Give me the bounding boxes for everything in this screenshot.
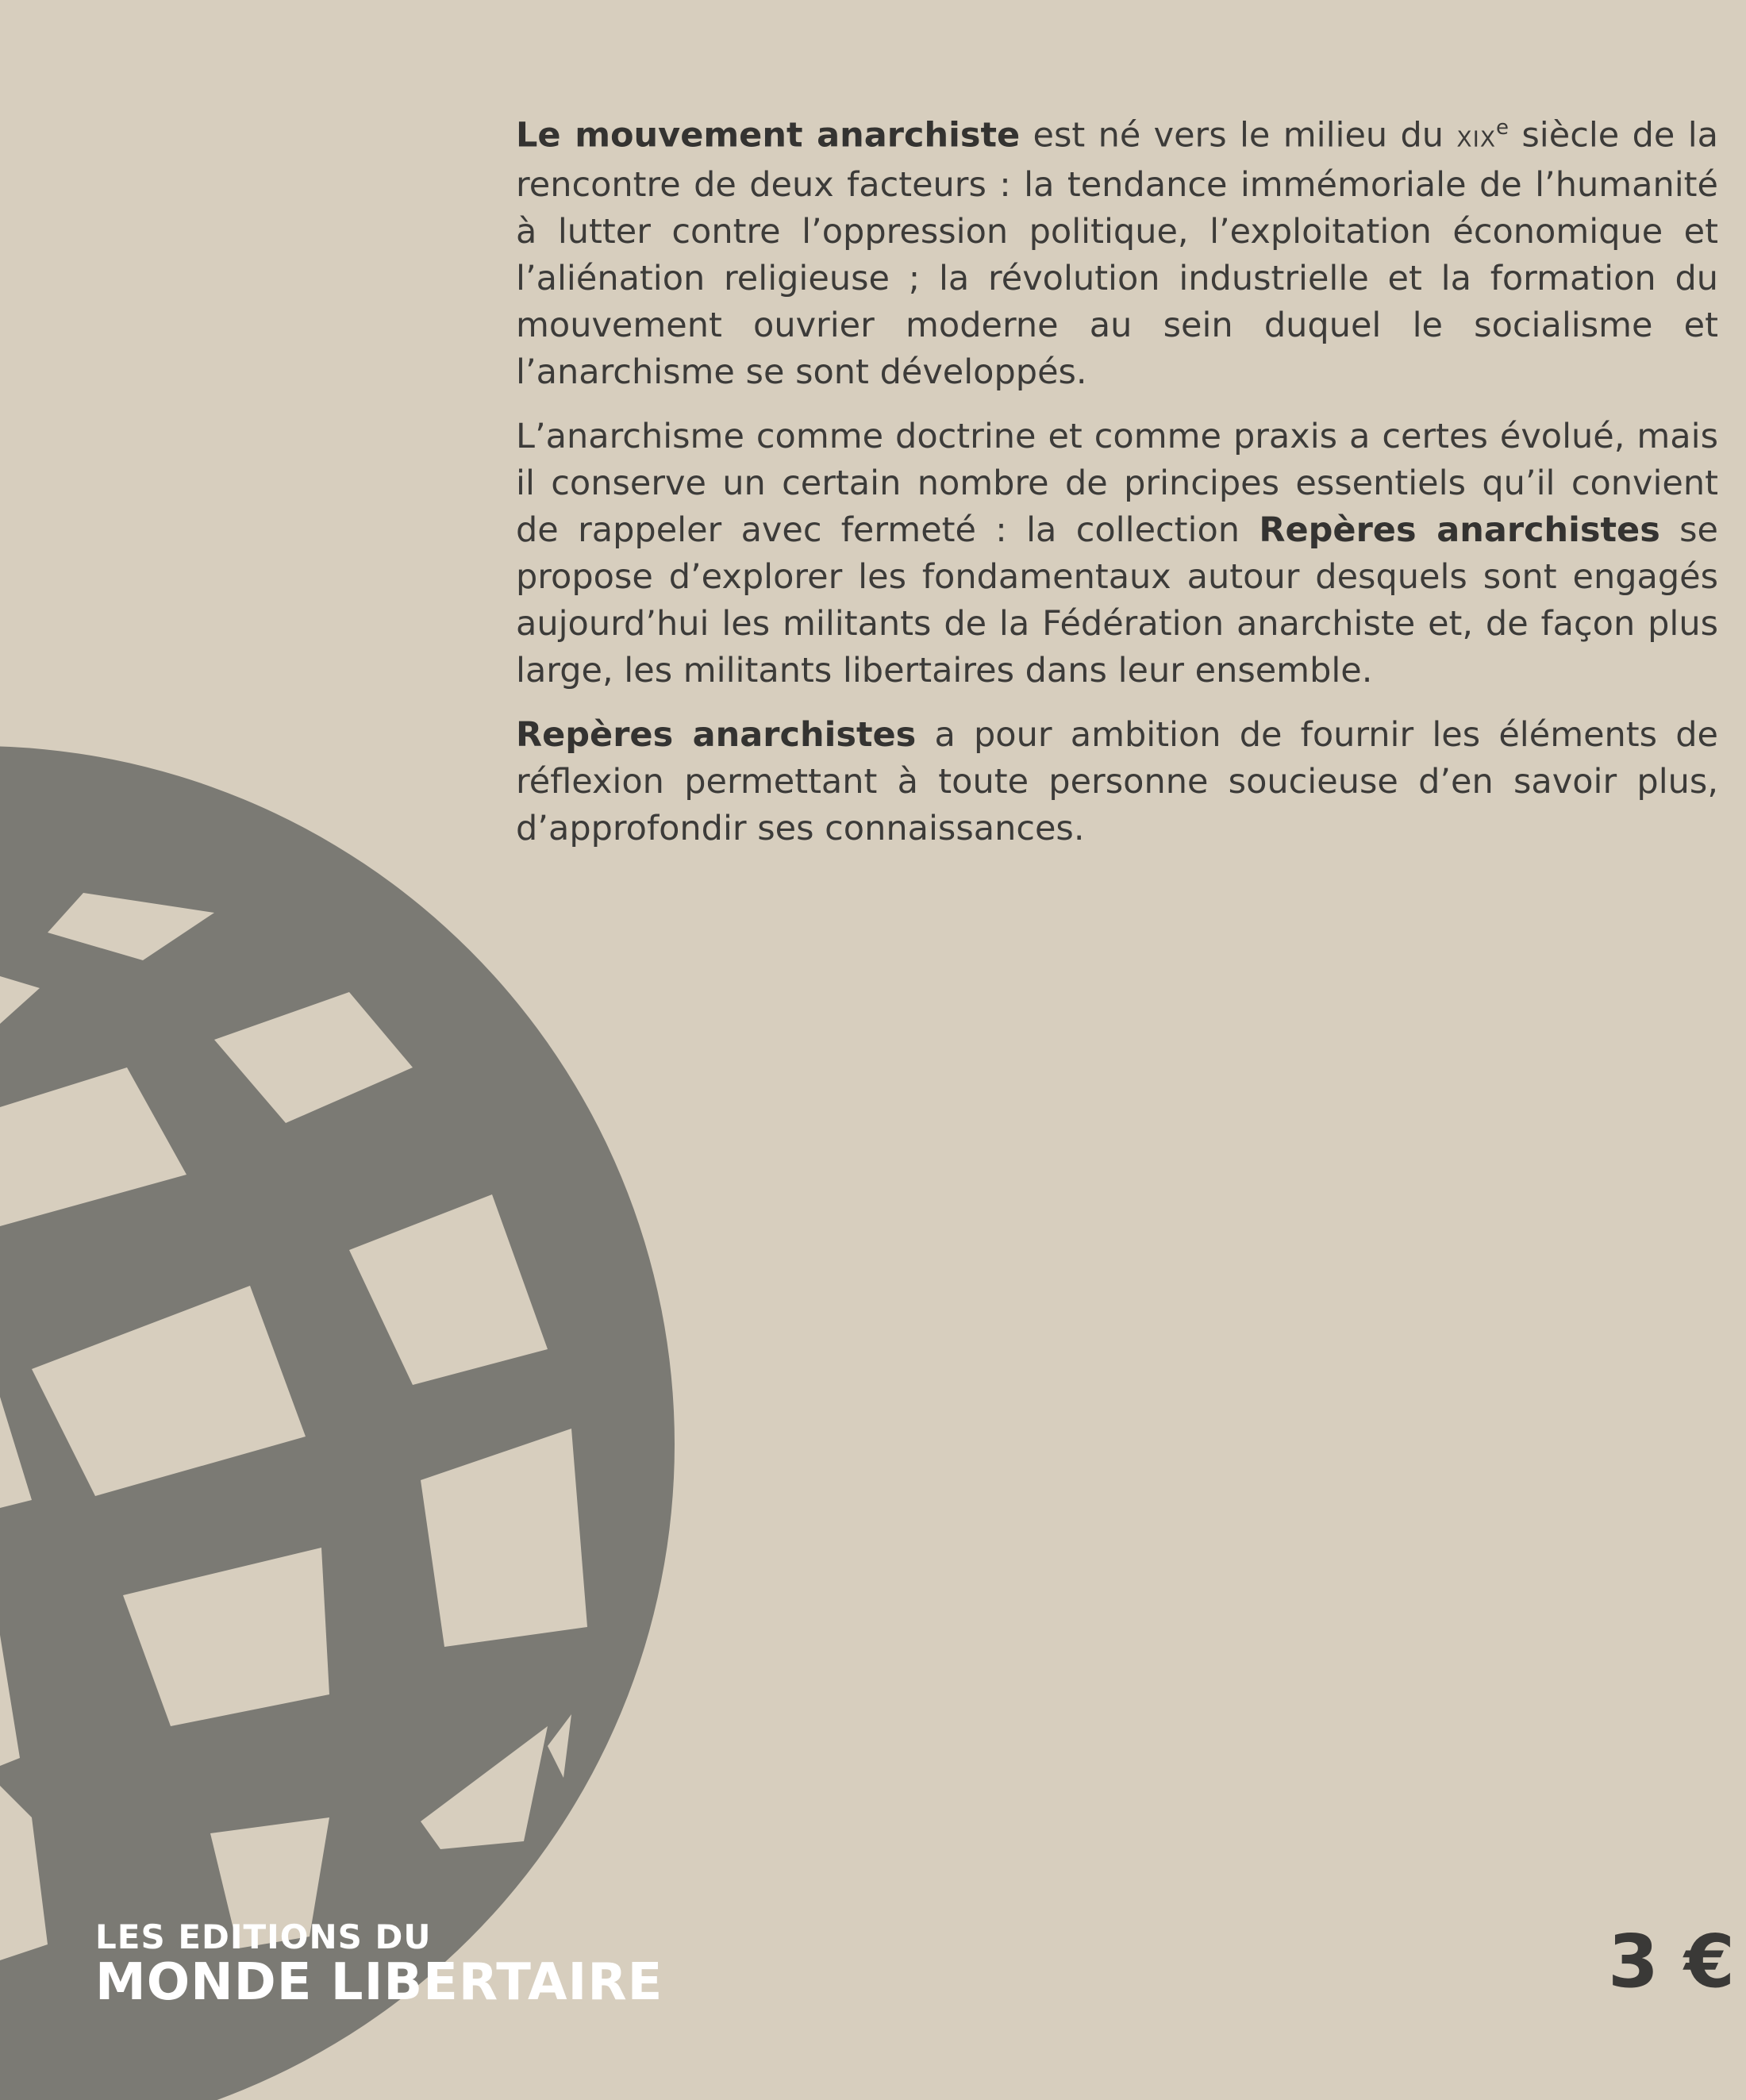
publisher-line-1: LES EDITIONS DU: [95, 1917, 432, 1956]
collection-name-lead: Repères anarchistes: [516, 715, 917, 756]
blurb-paragraph-3: Repères anarchistes a pour ambition de fournir les éléments de réflexion permettant à toute personne soucieuse d’en savoir plus, d’approfondir ses connaissances.: [516, 715, 1718, 849]
century-suffix: e: [1496, 116, 1509, 140]
collection-name: Repères anarchistes: [1259, 510, 1660, 551]
back-cover-blurb: [516, 105, 1718, 870]
blurb-paragraph-2: L’anarchisme comme doctrine et comme praxis a certes évolué, mais il conserve un certain nombre de principes essentiels qu’il convient de rappeler avec fermeté : la collection Repères anarchistes se propose d’explorer les fondamentaux autour desquels sont engagés aujourd’hui les militants de la Fédération anarchiste et, de façon plus large, les militants libertaires dans leur ensemble.: [516, 417, 1718, 691]
price-label: 3 €: [1607, 1919, 1735, 2004]
blurb-lead-bold: Le mouvement anarchiste: [516, 115, 1021, 156]
publisher-logo: [95, 1917, 663, 2012]
blurb-paragraph-1: Le mouvement anarchiste est né vers le milieu du XIXe siècle de la rencontre de deux facteurs : la tendance immémoriale de l’humanité à lutter contre l’oppression politique, l’exploitation économique et l’aliénation religieuse ; la révolution industrielle et la formation du mouvement ouvrier moderne au sein duquel le socialisme et l’anarchisme se sont développés.: [516, 115, 1718, 393]
century-numeral: XIX: [1456, 125, 1497, 152]
publisher-line-2: MONDE LIBERTAIRE: [95, 1953, 663, 2012]
